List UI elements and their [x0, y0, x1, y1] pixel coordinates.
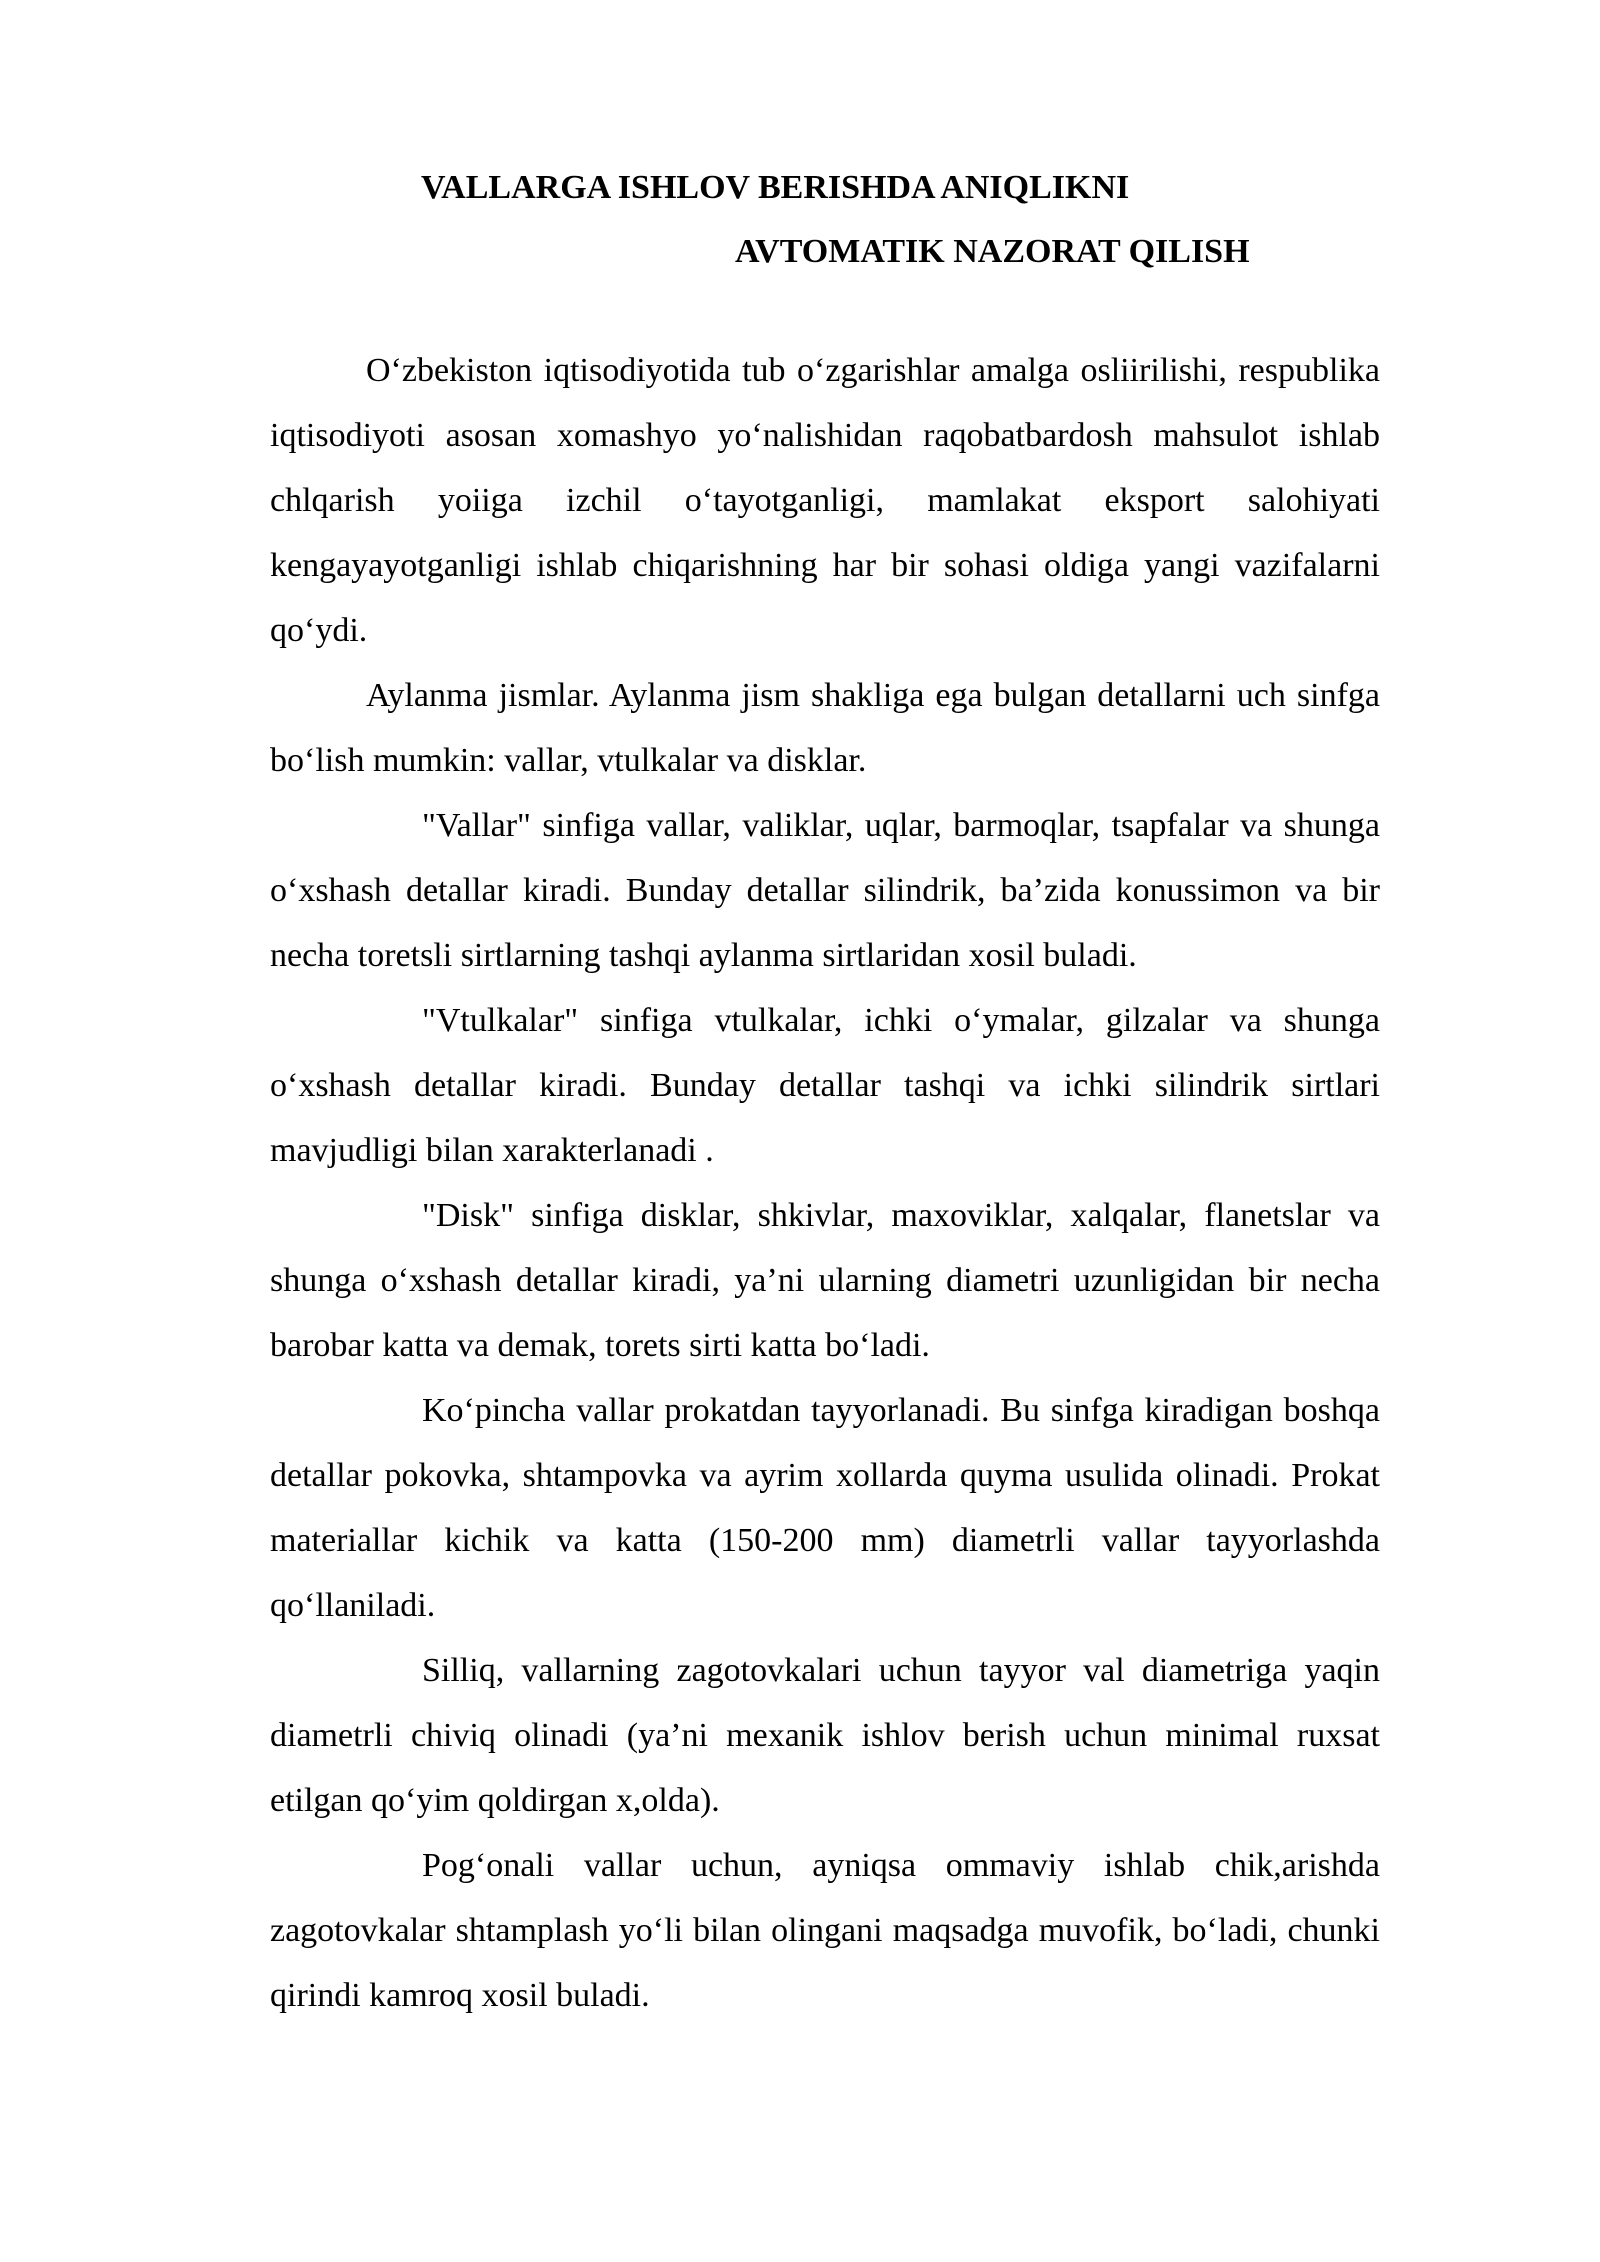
paragraph-8: Pog‘onali vallar uchun, ayniqsa ommaviy ishlab chik,arishda zagotovkalar shtamplash yo‘li bilan olingani maqsadga muvofik, bo‘ladi, chunki qirindi kamroq xosil buladi.	[270, 1847, 1380, 2014]
paragraph-4: "Vtulkalar" sinfiga vtulkalar, ichki o‘ymalar, gilzalar va shunga o‘xshash detallar kiradi. Bunday detallar tashqi va ichki silindrik sirtlari mavjudligi bilan xarakterlanadi .	[270, 1002, 1380, 1169]
paragraph-1: O‘zbekiston iqtisodiyotida tub o‘zgarishlar amalga osliirilishi, respublika iqtisodiyoti asosan xomashyo yo‘nalishidan raqobatbardosh mahsulot ishlab chlqarish yoiiga izchil o‘tayotganligi, mamlakat eksport salohiyati kengayayotganligi ishlab chiqarishning har bir sohasi oldiga yangi vazifalarni qo‘ydi.	[270, 352, 1380, 649]
paragraph-5: "Disk" sinfiga disklar, shkivlar, maxoviklar, xalqalar, flanetslar va shunga o‘xshash detallar kiradi, ya’ni ularning diametri uzunligidan bir necha barobar katta va demak, torets sirti katta bo‘ladi.	[270, 1197, 1380, 1364]
document-body	[270, 338, 1380, 2028]
paragraph-2: Aylanma jismlar. Aylanma jism shakliga ega bulgan detallarni uch sinfga bo‘lish mumkin: vallar, vtulkalar va disklar.	[270, 677, 1380, 779]
paragraph-3: "Vallar" sinfiga vallar, valiklar, uqlar, barmoqlar, tsapfalar va shunga o‘xshash detallar kiradi. Bunday detallar silindrik, ba’zida konussimon va bir necha toretsli sirtlarning tashqi aylanma sirtlaridan xosil buladi.	[270, 807, 1380, 974]
document-title-line-1: VALLARGA ISHLOV BERISHDA ANIQLIKNI	[421, 169, 1130, 206]
paragraph-6: Ko‘pincha vallar prokatdan tayyorlanadi. Bu sinfga kiradigan boshqa detallar pokovka, shtampovka va ayrim xollarda quyma usulida olinadi. Prokat materiallar kichik va katta (150-200 mm) diametrli vallar tayyorlashda qo‘llaniladi.	[270, 1392, 1380, 1624]
paragraph-7: Silliq, vallarning zagotovkalari uchun tayyor val diametriga yaqin diametrli chiviq olinadi (ya’ni mexanik ishlov berish uchun minimal ruxsat etilgan qo‘yim qoldirgan x,olda).	[270, 1652, 1380, 1819]
document-title-line-2: AVTOMATIK NAZORAT QILISH	[735, 233, 1250, 270]
